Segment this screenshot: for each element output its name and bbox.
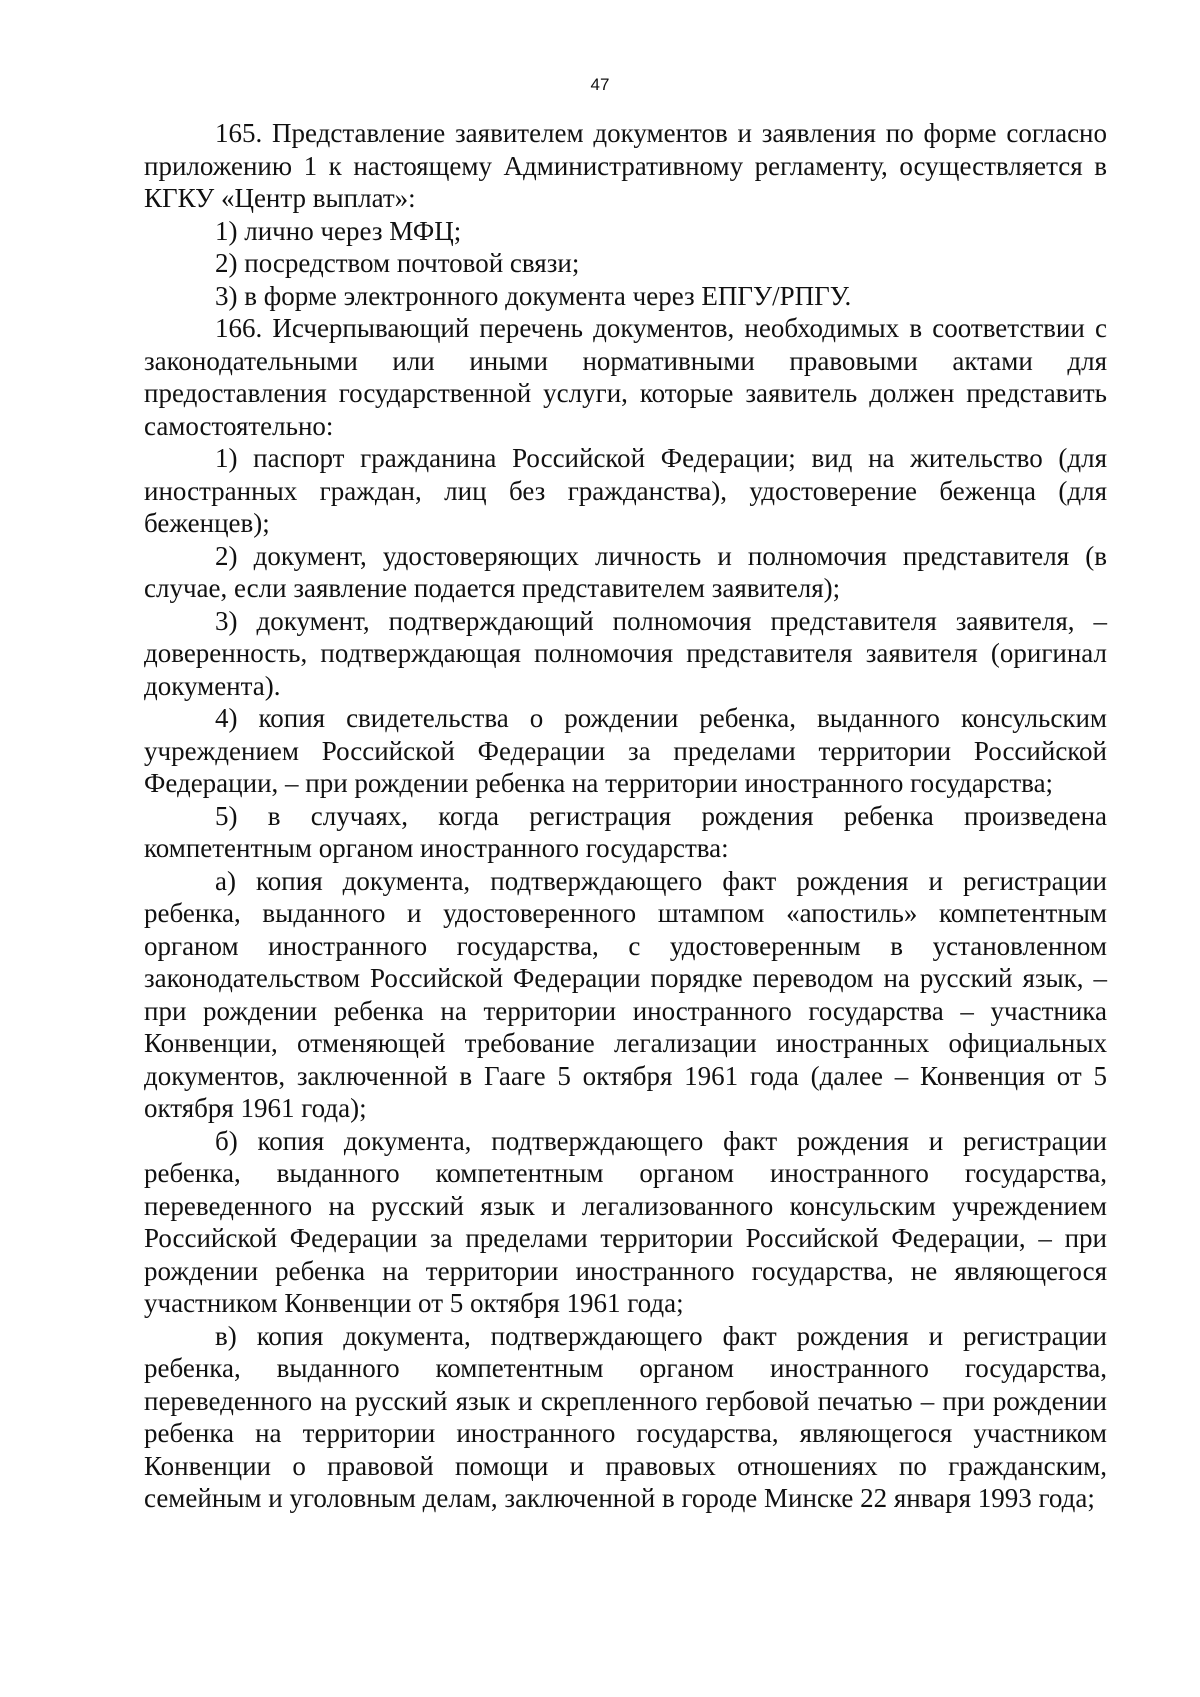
paragraph-166: 166. Исчерпывающий перечень документов, необходимых в соответствии с законодательными или иными нормативными правовыми актами для предоставления государственной услуги, которые заявитель должен представить самостоятельно: (144, 313, 1107, 441)
document-body (144, 117, 1107, 1515)
paragraph-165-item-1: 1) лично через МФЦ; (215, 215, 462, 246)
paragraph-166-item-5v: в) копия документа, подтверждающего факт рождения и регистрации ребенка, выданного компетентным органом иностранного государства, переведенного на русский язык и скрепленного гербовой печатью – при рождении ребенка на территории иностранного государства, являющегося участником Конвенции о правовой помощи и правовых отношениях по гражданским, семейным и уголовным делам, заключенной в городе Минске 22 января 1993 года; (144, 1320, 1107, 1513)
paragraph-166-item-5b: б) копия документа, подтверждающего факт рождения и регистрации ребенка, выданного компетентным органом иностранного государства, переведенного на русский язык и легализованного консульским учреждением Российской Федерации за пределами территории Российской Федерации, – при рождении ребенка на территории иностранного государства, не являющегося участником Конвенции от 5 октября 1961 года; (144, 1125, 1107, 1318)
paragraph-166-item-1: 1) паспорт гражданина Российской Федерации; вид на жительство (для иностранных граждан, лиц без гражданства), удостоверение беженца (для беженцев); (144, 443, 1107, 538)
paragraph-166-item-2: 2) документ, удостоверяющих личность и полномочия представителя (в случае, если заявление подается представителем заявителя); (144, 540, 1107, 603)
paragraph-166-item-5: 5) в случаях, когда регистрация рождения ребенка произведена компетентным органом иностранного государства: (144, 800, 1107, 863)
paragraph-165-item-2: 2) посредством почтовой связи; (215, 248, 580, 278)
paragraph-165-item-3: 3) в форме электронного документа через ЕПГУ/РПГУ. (215, 280, 852, 311)
paragraph-166-item-5a: а) копия документа, подтверждающего факт рождения и регистрации ребенка, выданного и удостоверенного штампом «апостиль» компетентным органом иностранного государства, с удостоверенным в установленном законодательством Российской Федерации порядке переводом на русский язык, – при рождении ребенка на территории иностранного государства – участника Конвенции, отменяющей требование легализации иностранных официальных документов, заключенной в Гааге 5 октября 1961 года (далее – Конвенция от 5 октября 1961 года); (144, 865, 1107, 1123)
paragraph-166-item-4: 4) копия свидетельства о рождении ребенка, выданного консульским учреждением Российской Федерации за пределами территории Российской Федерации, – при рождении ребенка на территории иностранного государства; (144, 703, 1107, 798)
page-number: 47 (590, 75, 610, 94)
paragraph-165: 165. Представление заявителем документов и заявления по форме согласно приложению 1 к настоящему Административному регламенту, осуществляется в КГКУ «Центр выплат»: (144, 118, 1107, 213)
paragraph-166-item-3: 3) документ, подтверждающий полномочия представителя заявителя, – доверенность, подтверждающая полномочия представителя заявителя (оригинал документа). (144, 605, 1107, 701)
